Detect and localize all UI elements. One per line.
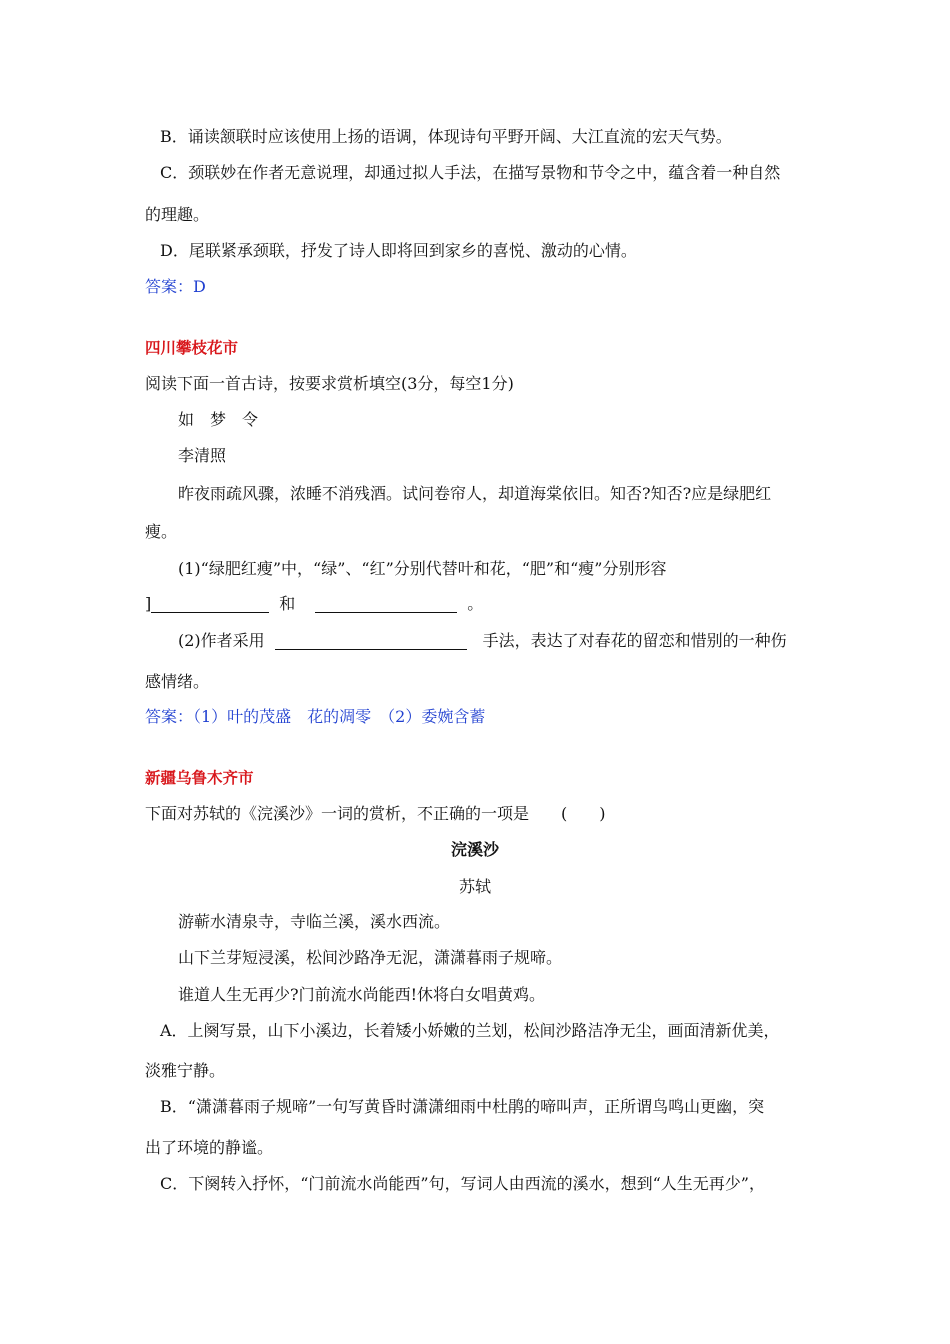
q2-poet: 李清照 — [178, 446, 227, 465]
q1-answer: 答案：D — [145, 277, 206, 296]
q2-sub1-line2 — [145, 594, 483, 614]
q2-sub1-mark: ] — [145, 594, 152, 613]
q2-poem-line1: 昨夜雨疏风骤，浓睡不消残酒。试问卷帘人，却道海棠依旧。知否?知否?应是绿肥红 — [178, 484, 772, 503]
q2-answer: 答案：（1）叶的茂盛 花的凋零 （2）委婉含蓄 — [145, 707, 486, 726]
q3-poet: 苏轼 — [458, 877, 491, 896]
q2-sub1-line1: (1)“绿肥红瘦”中，“绿”、“红”分别代替叶和花，“肥”和“瘦”分别形容 — [178, 559, 667, 578]
q2-sub2-post: 手法，表达了对春花的留恋和惜别的一种伤 — [482, 631, 787, 650]
q2-blank-3[interactable] — [275, 633, 467, 650]
q2-sub1-and: 和 — [279, 594, 296, 613]
q2-sub2-pre: (2)作者采用 — [178, 631, 265, 650]
q3-region-heading: 新疆乌鲁木齐市 — [145, 769, 254, 787]
q1-option-d: D．尾联紧承颈联，抒发了诗人即将回到家乡的喜悦、激动的心情。 — [160, 241, 637, 260]
q3-option-b-line2: 出了环境的静谧。 — [145, 1138, 274, 1157]
q2-blank-1[interactable] — [151, 596, 269, 613]
q2-poem-title: 如 梦 令 — [178, 410, 259, 429]
q2-sub2-line2: 感情绪。 — [145, 672, 210, 691]
q2-blank-2[interactable] — [315, 596, 457, 613]
q1-option-c-line1: C．颈联妙在作者无意说理，却通过拟人手法，在描写景物和节令之中，蕴含着一种自然 — [160, 163, 781, 182]
q2-region-heading: 四川攀枝花市 — [145, 339, 239, 357]
q3-option-b-line1: B．“潇潇暮雨子规啼”一句写黄昏时潇潇细雨中杜鹃的啼叫声，正所谓鸟鸣山更幽，突 — [160, 1097, 765, 1116]
q2-sub1-end: 。 — [467, 594, 484, 613]
q2-sub2-line1 — [178, 631, 787, 651]
q3-option-a-line1: A．上阕写景，山下小溪边，长着矮小娇嫩的兰划，松间沙路洁净无尘，画面清新优美， — [160, 1021, 780, 1040]
q2-instruction: 阅读下面一首古诗，按要求赏析填空(3分，每空1分) — [145, 374, 514, 393]
q3-poem-title: 浣溪沙 — [450, 840, 499, 859]
q3-poem-line3: 谁道人生无再少?门前流水尚能西!休将白女唱黄鸡。 — [178, 985, 546, 1004]
q3-instruction: 下面对苏轼的《浣溪沙》一词的赏析，不正确的一项是 ( ) — [145, 804, 606, 823]
q2-poem-line2: 瘦。 — [145, 522, 178, 541]
q3-option-c-line1: C．下阕转入抒怀，“门前流水尚能西”句，写词人由西流的溪水，想到“人生无再少”， — [160, 1174, 765, 1193]
q3-poem-line1: 游蕲水清泉寺，寺临兰溪，溪水西流。 — [178, 912, 451, 931]
q3-poem-line2: 山下兰芽短浸溪，松间沙路净无泥，潇潇暮雨子规啼。 — [178, 948, 563, 967]
q1-option-c-line2: 的理趣。 — [145, 205, 210, 224]
q1-option-b: B．诵读颔联时应该使用上扬的语调，体现诗句平野开阔、大江直流的宏天气势。 — [160, 127, 732, 146]
q3-option-a-line2: 淡雅宁静。 — [145, 1061, 226, 1080]
